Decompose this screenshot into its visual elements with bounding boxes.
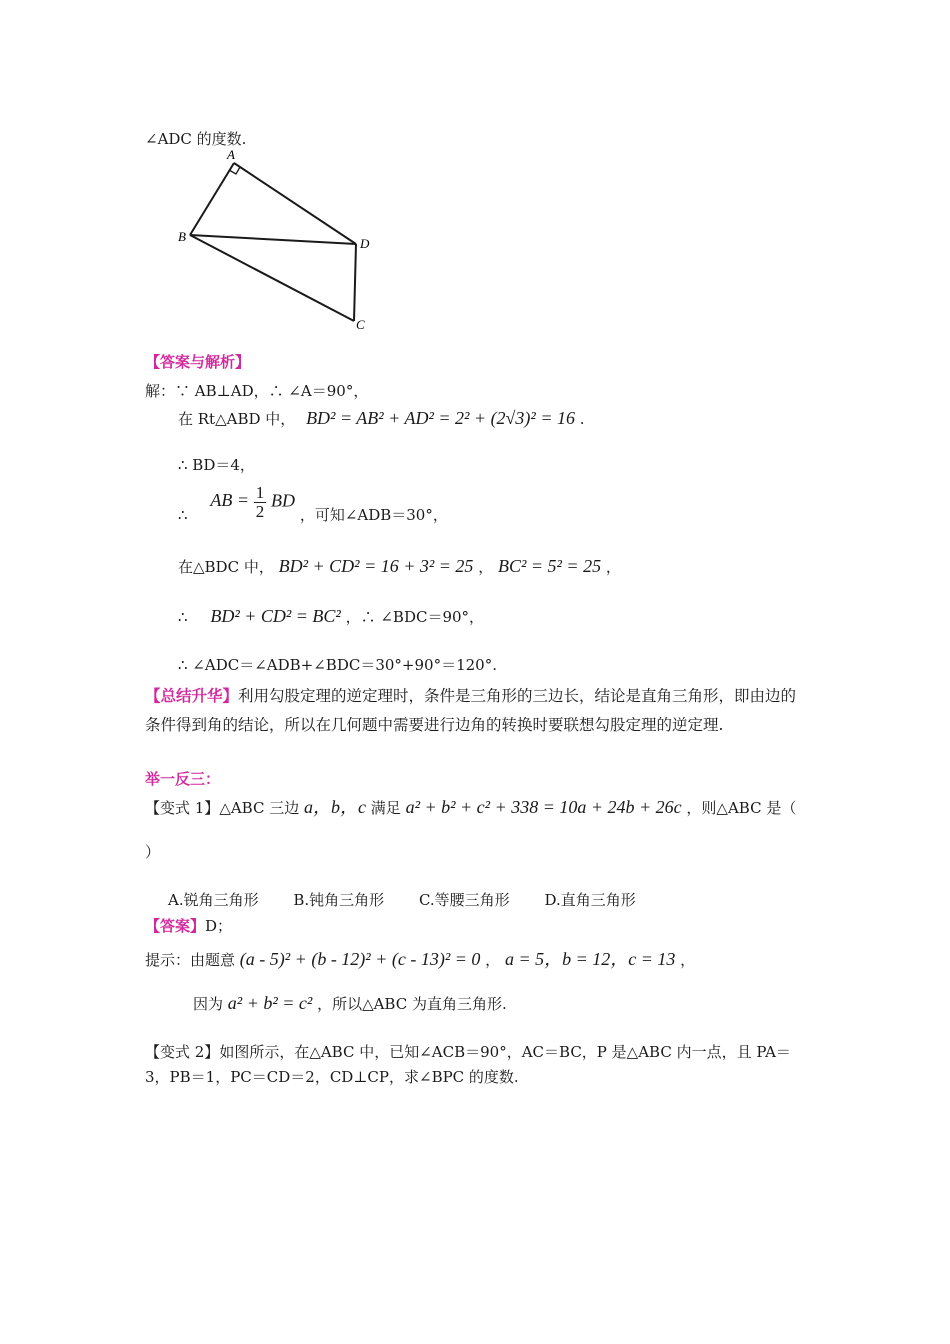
variant-1-equation: a² + b² + c² + 338 = 10a + 24b + 26c <box>405 797 682 817</box>
solution-line-2-end: . <box>579 410 585 428</box>
therefore-symbol: ∴ <box>178 506 188 525</box>
hint-line <box>145 949 695 971</box>
answer-heading: 【答案与解析】 <box>145 353 251 371</box>
solution-line-2-prefix: 在 Rt△ABD 中， <box>178 410 296 428</box>
variant-1-answer <box>145 917 232 935</box>
summary-label: 【总结升华】 <box>145 686 239 705</box>
option-d: D.直角三角形 <box>544 891 636 909</box>
hint-equation: (a - 5)² + (b - 12)² + (c - 13)² = 0 <box>239 949 481 969</box>
variant-1-pre: △ABC 三边 <box>219 799 300 817</box>
practice-heading: 举一反三： <box>145 770 221 788</box>
option-b: B.钝角三角形 <box>293 891 385 909</box>
segment-bc <box>190 235 354 321</box>
solution-line-4 <box>178 484 448 524</box>
segment-ad <box>234 163 356 244</box>
label-c: C <box>356 317 365 332</box>
solution-line-1: 解：∵ AB⊥AD，∴ ∠A＝90°， <box>145 382 369 400</box>
fraction-denominator: 2 <box>255 501 265 521</box>
answer-value: D； <box>205 917 233 935</box>
variant-2-paragraph <box>145 1040 810 1090</box>
solution-line-6 <box>178 606 484 628</box>
label-a: A <box>227 147 235 162</box>
because-line <box>193 993 507 1015</box>
variant-2-text: 如图所示，在△ABC 中，已知∠ACB＝90°，AC＝BC，P 是△ABC 内一点，且 PA＝3，PB＝1，PC＝CD＝2，CD⊥CP，求∠BPC 的度数. <box>145 1043 791 1086</box>
solution-line-4-text: ，可知∠ADB＝30°， <box>299 506 448 525</box>
fraction-numerator: 1 <box>255 483 265 502</box>
solution-line-5 <box>178 556 621 578</box>
solution-line-3: ∴ BD＝4， <box>178 456 255 474</box>
label-b: B <box>178 229 186 244</box>
variant-1-close: ） <box>145 843 161 861</box>
fraction-one-half <box>254 484 267 521</box>
option-c: C.等腰三角形 <box>418 891 510 909</box>
solution-line-6-text: ，∴ ∠BDC＝90°， <box>345 608 485 626</box>
because-prefix: 因为 <box>193 995 224 1013</box>
summary-paragraph <box>145 681 810 740</box>
variant-1-vars: a，b，c <box>304 797 367 817</box>
bdc-sum-equation: BD² + CD² = 16 + 3² = 25 <box>278 556 474 576</box>
answer-label: 【答案】 <box>145 917 206 935</box>
variant-2-label: 【变式 2】 <box>145 1043 220 1061</box>
solution-line-5-prefix: 在△BDC 中， <box>178 558 274 576</box>
solution-line-5-mid: ， <box>478 558 494 576</box>
because-equation: a² + b² = c² <box>227 993 313 1013</box>
option-a: A.锐角三角形 <box>168 891 259 909</box>
solution-line-2 <box>178 408 585 430</box>
variant-1-label: 【变式 1】 <box>145 799 220 817</box>
question-tail: ∠ADC 的度数. <box>145 130 247 148</box>
variant-1-options <box>168 891 636 909</box>
converse-pythagoras-equation: BD² + CD² = BC² <box>210 606 341 626</box>
solution-line-5-end: ， <box>605 558 621 576</box>
hint-prefix: 提示：由题意 <box>145 951 236 969</box>
label-d: D <box>360 236 370 251</box>
summary-text: 利用勾股定理的逆定理时，条件是三角形的三边长，结论是直角三角形，即由边的条件得到角的结论，所以在几何题中需要进行边角的转换时要联想勾股定理的逆定理. <box>145 687 797 734</box>
pythagoras-abd-equation: BD² = AB² + AD² = 2² + (2√3)² = 16 <box>306 408 575 428</box>
quadrilateral-figure <box>170 145 380 340</box>
hint-sep: ， <box>485 951 501 969</box>
ab-half-bd-rhs: BD <box>271 490 296 511</box>
segment-dc <box>354 244 356 321</box>
segment-ab <box>190 163 234 235</box>
because-text: ，所以△ABC 为直角三角形. <box>317 995 507 1013</box>
hint-values: a = 5，b = 12，c = 13 <box>504 949 676 969</box>
ab-half-bd-lhs: AB = <box>210 490 249 511</box>
therefore-symbol-2: ∴ <box>178 608 188 626</box>
solution-line-7: ∴ ∠ADC＝∠ADB+∠BDC＝30°+90°＝120°. <box>178 656 497 674</box>
bc-square-equation: BC² = 5² = 25 <box>497 556 602 576</box>
hint-end: ， <box>680 951 696 969</box>
segment-bd <box>190 235 356 244</box>
variant-1-post: ，则△ABC 是（ <box>686 799 797 817</box>
variant-1-line <box>145 797 796 819</box>
variant-1-mid: 满足 <box>370 799 401 817</box>
